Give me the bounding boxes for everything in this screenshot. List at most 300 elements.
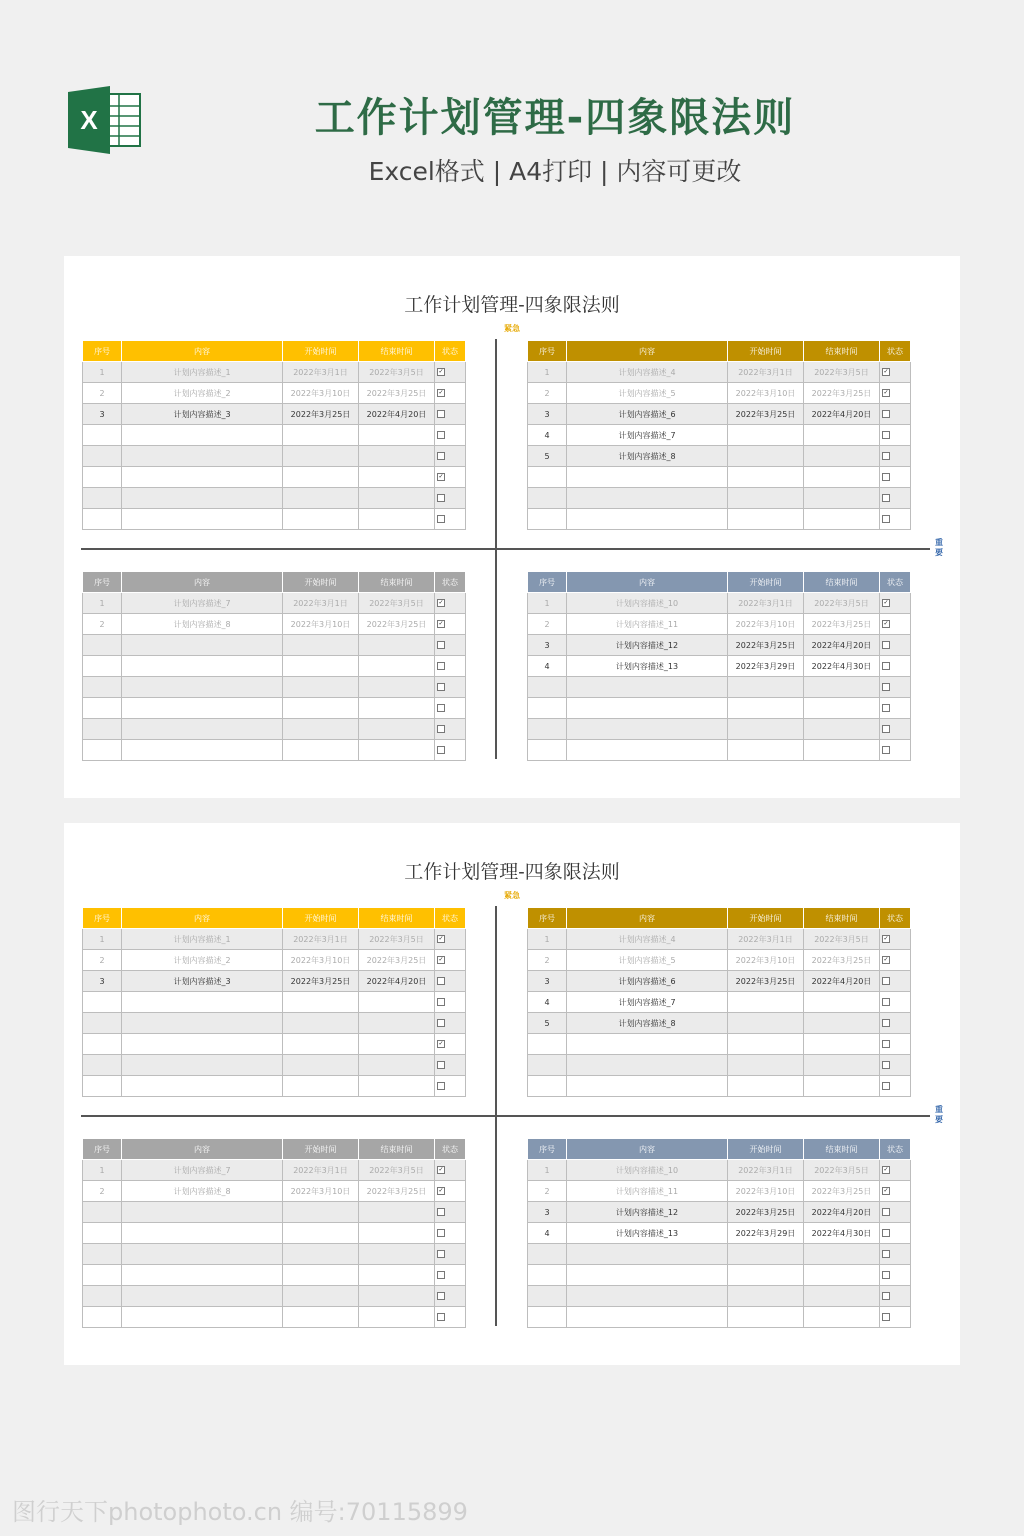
status-checkbox[interactable] — [882, 704, 890, 712]
cell-content[interactable] — [122, 1034, 283, 1055]
cell-start-date[interactable] — [283, 1244, 359, 1265]
status-checkbox[interactable] — [437, 1208, 445, 1216]
cell-end-date[interactable]: 2022年3月5日 — [359, 1160, 435, 1181]
cell-content[interactable]: 计划内容描述_13 — [567, 1223, 728, 1244]
status-checkbox[interactable] — [437, 452, 445, 460]
cell-start-date[interactable] — [728, 740, 804, 761]
cell-start-date[interactable]: 2022年3月10日 — [728, 614, 804, 635]
cell-end-date[interactable]: 2022年4月20日 — [804, 1202, 880, 1223]
cell-start-date[interactable] — [728, 1307, 804, 1328]
cell-end-date[interactable] — [359, 1286, 435, 1307]
cell-start-date[interactable]: 2022年3月10日 — [283, 1181, 359, 1202]
cell-no[interactable]: 4 — [528, 425, 567, 446]
cell-no[interactable] — [83, 1034, 122, 1055]
cell-no[interactable] — [528, 488, 567, 509]
status-checkbox[interactable] — [437, 998, 445, 1006]
status-checkbox[interactable] — [437, 725, 445, 733]
cell-no[interactable] — [83, 1013, 122, 1034]
cell-content[interactable] — [122, 1013, 283, 1034]
status-checkbox[interactable] — [437, 1082, 445, 1090]
cell-content[interactable] — [122, 425, 283, 446]
cell-content[interactable] — [122, 1055, 283, 1076]
cell-content[interactable]: 计划内容描述_2 — [122, 383, 283, 404]
cell-no[interactable]: 4 — [528, 992, 567, 1013]
cell-end-date[interactable] — [804, 425, 880, 446]
status-checkbox[interactable] — [882, 1082, 890, 1090]
cell-content[interactable] — [122, 992, 283, 1013]
cell-end-date[interactable] — [804, 446, 880, 467]
cell-content[interactable]: 计划内容描述_10 — [567, 593, 728, 614]
cell-content[interactable] — [122, 467, 283, 488]
cell-start-date[interactable] — [728, 509, 804, 530]
cell-end-date[interactable]: 2022年4月20日 — [804, 404, 880, 425]
cell-end-date[interactable]: 2022年3月25日 — [804, 383, 880, 404]
status-checkbox[interactable] — [882, 1271, 890, 1279]
cell-content[interactable] — [567, 1244, 728, 1265]
status-checkbox[interactable] — [882, 515, 890, 523]
cell-no[interactable]: 2 — [83, 1181, 122, 1202]
status-checkbox[interactable]: ✓ — [438, 389, 444, 396]
cell-no[interactable] — [83, 1286, 122, 1307]
cell-no[interactable] — [83, 467, 122, 488]
cell-content[interactable] — [567, 488, 728, 509]
cell-end-date[interactable]: 2022年3月25日 — [804, 950, 880, 971]
cell-content[interactable] — [567, 740, 728, 761]
cell-content[interactable] — [122, 740, 283, 761]
cell-no[interactable]: 2 — [83, 383, 122, 404]
cell-end-date[interactable] — [804, 1244, 880, 1265]
cell-start-date[interactable]: 2022年3月1日 — [728, 593, 804, 614]
cell-no[interactable] — [83, 446, 122, 467]
cell-content[interactable]: 计划内容描述_8 — [122, 614, 283, 635]
cell-no[interactable]: 2 — [528, 383, 567, 404]
cell-no[interactable] — [528, 677, 567, 698]
cell-content[interactable] — [122, 1265, 283, 1286]
cell-content[interactable] — [567, 509, 728, 530]
status-checkbox[interactable] — [437, 1229, 445, 1237]
cell-content[interactable] — [122, 1286, 283, 1307]
cell-start-date[interactable] — [283, 677, 359, 698]
cell-end-date[interactable] — [359, 1076, 435, 1097]
cell-end-date[interactable] — [359, 1307, 435, 1328]
cell-start-date[interactable] — [283, 467, 359, 488]
cell-end-date[interactable] — [804, 509, 880, 530]
cell-content[interactable]: 计划内容描述_8 — [122, 1181, 283, 1202]
cell-end-date[interactable] — [359, 656, 435, 677]
cell-start-date[interactable] — [283, 509, 359, 530]
cell-start-date[interactable] — [728, 467, 804, 488]
cell-no[interactable] — [528, 509, 567, 530]
cell-end-date[interactable] — [804, 467, 880, 488]
cell-no[interactable]: 1 — [83, 1160, 122, 1181]
cell-end-date[interactable]: 2022年3月25日 — [359, 383, 435, 404]
status-checkbox[interactable] — [882, 1061, 890, 1069]
cell-no[interactable]: 4 — [528, 1223, 567, 1244]
cell-no[interactable] — [83, 992, 122, 1013]
status-checkbox[interactable] — [882, 1313, 890, 1321]
status-checkbox[interactable] — [882, 1040, 890, 1048]
cell-start-date[interactable] — [728, 1013, 804, 1034]
cell-end-date[interactable] — [359, 635, 435, 656]
status-checkbox[interactable] — [437, 746, 445, 754]
status-checkbox[interactable]: ✓ — [438, 599, 444, 606]
cell-start-date[interactable] — [283, 1265, 359, 1286]
cell-end-date[interactable]: 2022年3月25日 — [359, 950, 435, 971]
cell-end-date[interactable] — [804, 1286, 880, 1307]
status-checkbox[interactable] — [882, 1229, 890, 1237]
cell-content[interactable]: 计划内容描述_3 — [122, 404, 283, 425]
cell-content[interactable] — [122, 1244, 283, 1265]
cell-end-date[interactable] — [359, 1244, 435, 1265]
status-checkbox[interactable]: ✓ — [883, 1166, 889, 1173]
cell-no[interactable] — [528, 1307, 567, 1328]
cell-end-date[interactable] — [359, 740, 435, 761]
cell-no[interactable] — [83, 425, 122, 446]
cell-start-date[interactable] — [283, 1055, 359, 1076]
cell-start-date[interactable]: 2022年3月29日 — [728, 1223, 804, 1244]
status-checkbox[interactable] — [437, 1292, 445, 1300]
cell-content[interactable] — [567, 1055, 728, 1076]
cell-end-date[interactable] — [359, 1055, 435, 1076]
cell-no[interactable] — [528, 719, 567, 740]
cell-start-date[interactable]: 2022年3月1日 — [283, 362, 359, 383]
status-checkbox[interactable] — [882, 431, 890, 439]
cell-end-date[interactable]: 2022年4月20日 — [804, 635, 880, 656]
status-checkbox[interactable] — [882, 494, 890, 502]
cell-start-date[interactable]: 2022年3月10日 — [728, 950, 804, 971]
cell-content[interactable] — [122, 1076, 283, 1097]
cell-start-date[interactable] — [728, 1034, 804, 1055]
status-checkbox[interactable] — [437, 1250, 445, 1258]
cell-no[interactable] — [83, 698, 122, 719]
cell-start-date[interactable]: 2022年3月10日 — [283, 383, 359, 404]
status-checkbox[interactable] — [882, 1292, 890, 1300]
cell-end-date[interactable] — [804, 698, 880, 719]
status-checkbox[interactable] — [437, 662, 445, 670]
status-checkbox[interactable] — [437, 410, 445, 418]
cell-no[interactable]: 1 — [528, 593, 567, 614]
cell-content[interactable] — [567, 1286, 728, 1307]
cell-content[interactable]: 计划内容描述_3 — [122, 971, 283, 992]
cell-no[interactable]: 3 — [83, 971, 122, 992]
status-checkbox[interactable] — [882, 977, 890, 985]
status-checkbox[interactable]: ✓ — [438, 620, 444, 627]
cell-content[interactable]: 计划内容描述_7 — [567, 992, 728, 1013]
cell-end-date[interactable] — [804, 719, 880, 740]
cell-no[interactable]: 2 — [83, 950, 122, 971]
status-checkbox[interactable]: ✓ — [883, 368, 889, 375]
cell-end-date[interactable] — [359, 1013, 435, 1034]
cell-content[interactable] — [567, 1076, 728, 1097]
cell-content[interactable]: 计划内容描述_11 — [567, 1181, 728, 1202]
cell-start-date[interactable]: 2022年3月10日 — [283, 614, 359, 635]
cell-start-date[interactable] — [728, 719, 804, 740]
status-checkbox[interactable]: ✓ — [883, 935, 889, 942]
cell-end-date[interactable]: 2022年3月25日 — [804, 614, 880, 635]
cell-content[interactable]: 计划内容描述_7 — [567, 425, 728, 446]
cell-start-date[interactable] — [283, 698, 359, 719]
cell-start-date[interactable]: 2022年3月25日 — [283, 404, 359, 425]
status-checkbox[interactable] — [882, 641, 890, 649]
status-checkbox[interactable] — [437, 1061, 445, 1069]
cell-content[interactable]: 计划内容描述_8 — [567, 446, 728, 467]
status-checkbox[interactable]: ✓ — [438, 1166, 444, 1173]
cell-start-date[interactable] — [728, 1244, 804, 1265]
cell-start-date[interactable] — [283, 425, 359, 446]
cell-content[interactable]: 计划内容描述_2 — [122, 950, 283, 971]
cell-start-date[interactable]: 2022年3月25日 — [728, 635, 804, 656]
cell-content[interactable]: 计划内容描述_10 — [567, 1160, 728, 1181]
cell-no[interactable]: 1 — [83, 362, 122, 383]
cell-end-date[interactable]: 2022年3月5日 — [359, 593, 435, 614]
status-checkbox[interactable] — [437, 683, 445, 691]
cell-no[interactable]: 2 — [83, 614, 122, 635]
cell-start-date[interactable] — [283, 1223, 359, 1244]
cell-no[interactable]: 3 — [528, 971, 567, 992]
cell-no[interactable] — [83, 1244, 122, 1265]
cell-content[interactable] — [122, 488, 283, 509]
status-checkbox[interactable] — [882, 473, 890, 481]
cell-start-date[interactable] — [728, 1286, 804, 1307]
cell-start-date[interactable] — [728, 425, 804, 446]
cell-start-date[interactable]: 2022年3月1日 — [728, 362, 804, 383]
cell-start-date[interactable] — [728, 1076, 804, 1097]
cell-content[interactable]: 计划内容描述_11 — [567, 614, 728, 635]
cell-content[interactable] — [122, 656, 283, 677]
cell-no[interactable] — [83, 1202, 122, 1223]
cell-no[interactable] — [528, 698, 567, 719]
cell-content[interactable] — [567, 467, 728, 488]
cell-end-date[interactable]: 2022年3月5日 — [804, 362, 880, 383]
cell-content[interactable] — [567, 719, 728, 740]
cell-content[interactable]: 计划内容描述_7 — [122, 593, 283, 614]
cell-content[interactable]: 计划内容描述_12 — [567, 1202, 728, 1223]
cell-no[interactable]: 1 — [83, 593, 122, 614]
status-checkbox[interactable]: ✓ — [883, 1187, 889, 1194]
cell-no[interactable]: 3 — [83, 404, 122, 425]
cell-end-date[interactable]: 2022年3月25日 — [359, 1181, 435, 1202]
cell-end-date[interactable]: 2022年3月5日 — [359, 929, 435, 950]
cell-start-date[interactable]: 2022年3月1日 — [283, 929, 359, 950]
cell-content[interactable]: 计划内容描述_6 — [567, 404, 728, 425]
cell-content[interactable] — [122, 698, 283, 719]
cell-end-date[interactable] — [359, 467, 435, 488]
status-checkbox[interactable] — [882, 1208, 890, 1216]
status-checkbox[interactable]: ✓ — [438, 368, 444, 375]
cell-no[interactable] — [83, 635, 122, 656]
cell-start-date[interactable] — [283, 1202, 359, 1223]
cell-content[interactable] — [122, 446, 283, 467]
cell-end-date[interactable] — [804, 1055, 880, 1076]
cell-start-date[interactable] — [283, 656, 359, 677]
cell-end-date[interactable]: 2022年4月20日 — [804, 971, 880, 992]
cell-start-date[interactable]: 2022年3月25日 — [728, 1202, 804, 1223]
cell-start-date[interactable] — [728, 1055, 804, 1076]
cell-start-date[interactable]: 2022年3月1日 — [283, 593, 359, 614]
status-checkbox[interactable] — [882, 1250, 890, 1258]
status-checkbox[interactable] — [882, 452, 890, 460]
cell-start-date[interactable]: 2022年3月10日 — [728, 1181, 804, 1202]
cell-end-date[interactable] — [359, 488, 435, 509]
cell-start-date[interactable]: 2022年3月25日 — [728, 971, 804, 992]
cell-start-date[interactable] — [283, 719, 359, 740]
cell-end-date[interactable]: 2022年4月30日 — [804, 656, 880, 677]
cell-no[interactable] — [528, 1034, 567, 1055]
cell-start-date[interactable] — [728, 677, 804, 698]
cell-end-date[interactable] — [359, 1202, 435, 1223]
cell-no[interactable] — [83, 1076, 122, 1097]
status-checkbox[interactable] — [882, 662, 890, 670]
cell-no[interactable]: 2 — [528, 614, 567, 635]
cell-no[interactable] — [83, 1265, 122, 1286]
cell-start-date[interactable]: 2022年3月10日 — [728, 383, 804, 404]
cell-start-date[interactable] — [728, 992, 804, 1013]
status-checkbox[interactable]: ✓ — [883, 599, 889, 606]
cell-start-date[interactable] — [283, 635, 359, 656]
cell-start-date[interactable]: 2022年3月1日 — [728, 929, 804, 950]
cell-no[interactable] — [83, 677, 122, 698]
cell-end-date[interactable] — [359, 992, 435, 1013]
status-checkbox[interactable]: ✓ — [438, 935, 444, 942]
cell-end-date[interactable]: 2022年3月25日 — [359, 614, 435, 635]
cell-no[interactable] — [528, 1055, 567, 1076]
cell-start-date[interactable]: 2022年3月25日 — [728, 404, 804, 425]
status-checkbox[interactable]: ✓ — [883, 620, 889, 627]
cell-no[interactable] — [83, 656, 122, 677]
cell-end-date[interactable] — [804, 740, 880, 761]
cell-end-date[interactable] — [359, 719, 435, 740]
cell-content[interactable]: 计划内容描述_13 — [567, 656, 728, 677]
cell-end-date[interactable] — [804, 1076, 880, 1097]
cell-content[interactable]: 计划内容描述_8 — [567, 1013, 728, 1034]
status-checkbox[interactable]: ✓ — [883, 956, 889, 963]
cell-content[interactable] — [122, 509, 283, 530]
status-checkbox[interactable] — [437, 641, 445, 649]
cell-start-date[interactable] — [283, 1286, 359, 1307]
cell-end-date[interactable] — [804, 992, 880, 1013]
cell-start-date[interactable] — [283, 740, 359, 761]
cell-end-date[interactable]: 2022年3月5日 — [804, 929, 880, 950]
cell-no[interactable]: 2 — [528, 950, 567, 971]
cell-content[interactable] — [567, 1265, 728, 1286]
status-checkbox[interactable] — [882, 746, 890, 754]
status-checkbox[interactable]: ✓ — [438, 1187, 444, 1194]
cell-start-date[interactable] — [283, 488, 359, 509]
cell-end-date[interactable]: 2022年4月20日 — [359, 404, 435, 425]
status-checkbox[interactable]: ✓ — [438, 956, 444, 963]
cell-end-date[interactable] — [804, 677, 880, 698]
cell-no[interactable] — [528, 1244, 567, 1265]
cell-no[interactable] — [83, 1055, 122, 1076]
cell-end-date[interactable] — [359, 1223, 435, 1244]
status-checkbox[interactable] — [437, 977, 445, 985]
cell-no[interactable]: 2 — [528, 1181, 567, 1202]
cell-start-date[interactable]: 2022年3月25日 — [283, 971, 359, 992]
cell-no[interactable]: 1 — [83, 929, 122, 950]
cell-no[interactable] — [528, 740, 567, 761]
status-checkbox[interactable]: ✓ — [883, 389, 889, 396]
cell-end-date[interactable] — [359, 509, 435, 530]
cell-content[interactable] — [122, 719, 283, 740]
status-checkbox[interactable] — [437, 1313, 445, 1321]
cell-no[interactable]: 5 — [528, 1013, 567, 1034]
cell-end-date[interactable]: 2022年3月5日 — [804, 593, 880, 614]
cell-end-date[interactable] — [804, 1265, 880, 1286]
cell-end-date[interactable] — [359, 698, 435, 719]
status-checkbox[interactable] — [882, 725, 890, 733]
status-checkbox[interactable] — [882, 683, 890, 691]
cell-content[interactable]: 计划内容描述_7 — [122, 1160, 283, 1181]
cell-no[interactable] — [528, 467, 567, 488]
cell-content[interactable] — [122, 677, 283, 698]
cell-end-date[interactable] — [359, 446, 435, 467]
cell-no[interactable]: 3 — [528, 635, 567, 656]
status-checkbox[interactable] — [437, 1019, 445, 1027]
cell-no[interactable]: 1 — [528, 1160, 567, 1181]
cell-end-date[interactable] — [359, 425, 435, 446]
cell-start-date[interactable] — [728, 1265, 804, 1286]
cell-no[interactable] — [83, 740, 122, 761]
cell-end-date[interactable] — [359, 1034, 435, 1055]
cell-content[interactable] — [122, 635, 283, 656]
cell-start-date[interactable]: 2022年3月1日 — [283, 1160, 359, 1181]
cell-start-date[interactable] — [283, 1013, 359, 1034]
cell-no[interactable] — [83, 488, 122, 509]
cell-content[interactable] — [567, 677, 728, 698]
cell-content[interactable] — [122, 1307, 283, 1328]
cell-no[interactable] — [528, 1286, 567, 1307]
cell-content[interactable] — [567, 1034, 728, 1055]
cell-end-date[interactable] — [359, 677, 435, 698]
status-checkbox[interactable] — [437, 494, 445, 502]
cell-no[interactable]: 1 — [528, 362, 567, 383]
cell-start-date[interactable] — [283, 1076, 359, 1097]
status-checkbox[interactable] — [882, 1019, 890, 1027]
status-checkbox[interactable] — [437, 704, 445, 712]
status-checkbox[interactable]: ✓ — [438, 473, 444, 480]
status-checkbox[interactable] — [882, 998, 890, 1006]
cell-no[interactable] — [83, 1307, 122, 1328]
cell-start-date[interactable]: 2022年3月29日 — [728, 656, 804, 677]
cell-no[interactable] — [83, 719, 122, 740]
cell-no[interactable]: 3 — [528, 1202, 567, 1223]
cell-content[interactable]: 计划内容描述_1 — [122, 929, 283, 950]
cell-content[interactable]: 计划内容描述_4 — [567, 929, 728, 950]
cell-end-date[interactable]: 2022年4月30日 — [804, 1223, 880, 1244]
cell-end-date[interactable]: 2022年3月25日 — [804, 1181, 880, 1202]
cell-start-date[interactable] — [728, 446, 804, 467]
cell-start-date[interactable]: 2022年3月1日 — [728, 1160, 804, 1181]
cell-start-date[interactable] — [283, 446, 359, 467]
cell-no[interactable] — [83, 1223, 122, 1244]
cell-end-date[interactable] — [804, 1307, 880, 1328]
cell-content[interactable] — [122, 1223, 283, 1244]
cell-start-date[interactable]: 2022年3月10日 — [283, 950, 359, 971]
cell-content[interactable] — [567, 1307, 728, 1328]
cell-content[interactable] — [122, 1202, 283, 1223]
cell-start-date[interactable] — [728, 488, 804, 509]
cell-content[interactable]: 计划内容描述_1 — [122, 362, 283, 383]
cell-end-date[interactable] — [804, 1034, 880, 1055]
cell-end-date[interactable]: 2022年3月5日 — [359, 362, 435, 383]
status-checkbox[interactable] — [437, 431, 445, 439]
cell-content[interactable]: 计划内容描述_4 — [567, 362, 728, 383]
cell-no[interactable] — [83, 509, 122, 530]
cell-content[interactable]: 计划内容描述_12 — [567, 635, 728, 656]
cell-start-date[interactable] — [283, 1034, 359, 1055]
cell-start-date[interactable] — [283, 1307, 359, 1328]
cell-no[interactable]: 1 — [528, 929, 567, 950]
